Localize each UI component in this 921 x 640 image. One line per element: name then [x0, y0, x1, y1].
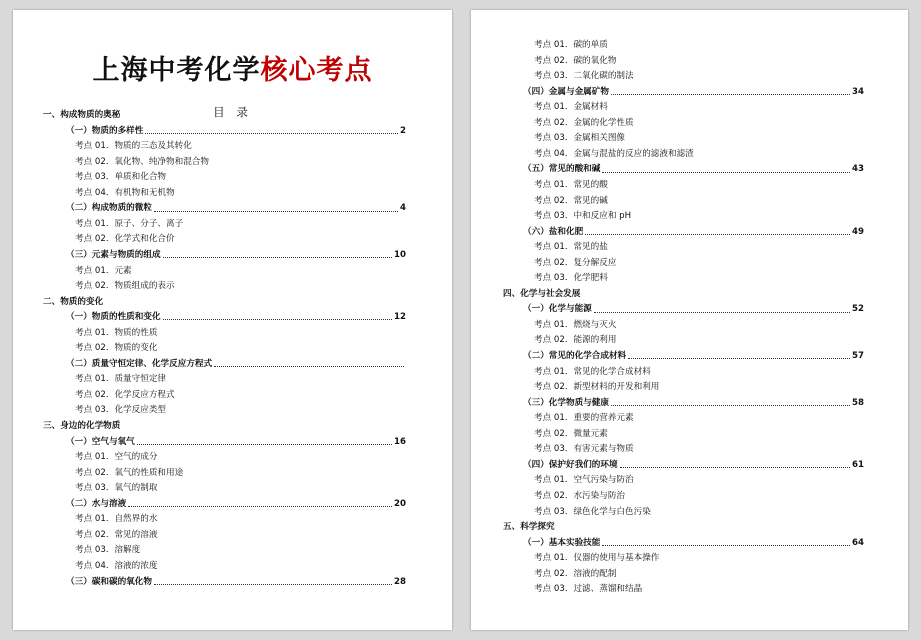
toc-page-number: 57: [852, 351, 864, 361]
toc-entry-level-3[interactable]: [75, 139, 192, 155]
toc-entry-level-3[interactable]: [534, 442, 634, 458]
toc-entry-level-2[interactable]: [523, 536, 864, 552]
toc-entry-level-3[interactable]: [534, 318, 616, 334]
toc-entry-level-2[interactable]: [66, 201, 406, 217]
toc-entry-text: 考点 03．氧气的制取: [75, 483, 158, 494]
toc-entry-text: 考点 01．原子、分子、离子: [75, 218, 184, 229]
toc-entry-text: 三、身边的化学物质: [43, 421, 121, 431]
toc-entry-level-2[interactable]: [66, 248, 406, 264]
toc-entry-level-3[interactable]: [75, 372, 166, 388]
toc-entry-level-3[interactable]: [534, 209, 631, 225]
toc-entry-text: 考点 03．有害元素与物质: [534, 444, 634, 455]
title-black-part: 上海中考化学: [92, 55, 261, 86]
document-title: [13, 48, 452, 87]
toc-entry-level-3[interactable]: [75, 155, 209, 171]
toc-entry-text: （一）物质的多样性: [66, 125, 144, 136]
toc-entry-text: 二、物质的变化: [43, 296, 104, 307]
toc-page-number: 10: [394, 249, 406, 260]
toc-entry-text: （三）元素与物质的组成: [66, 249, 161, 260]
toc-dot-leader: [611, 94, 850, 95]
toc-entry-level-3[interactable]: [534, 505, 651, 521]
toc-entry-text: 考点 04．金属与混盐的反应的滤液和滤渣: [534, 148, 694, 159]
toc-entry-text: 考点 02．物质的变化: [75, 343, 158, 354]
toc-entry-text: 考点 01．金属材料: [534, 102, 608, 113]
toc-entry-level-3[interactable]: [534, 411, 634, 427]
toc-entry-text: 考点 02．能源的利用: [534, 335, 617, 346]
toc-entry-text: （二）水与溶液: [66, 498, 127, 509]
toc-entry-level-2[interactable]: [523, 396, 864, 412]
toc-entry-level-3[interactable]: [534, 567, 616, 583]
toc-entry-level-3[interactable]: [534, 365, 651, 381]
toc-entry-level-2[interactable]: [66, 497, 406, 513]
toc-entry-level-3[interactable]: [75, 264, 132, 280]
toc-entry-text: 考点 02．氧气的性质和用途: [75, 467, 184, 478]
toc-page-number: 12: [394, 312, 406, 323]
toc-entry-text: 考点 02．氧化物、纯净物和混合物: [75, 156, 209, 167]
toc-dot-leader: [620, 467, 850, 468]
toc-dot-leader: [163, 319, 392, 320]
toc-page-number: 16: [394, 436, 406, 447]
toc-page-number: 2: [400, 125, 406, 136]
toc-entry-level-1[interactable]: [43, 295, 103, 311]
toc-dot-leader: [585, 234, 850, 235]
toc-entry-level-1[interactable]: [503, 287, 580, 303]
toc-entry-text: 考点 02．化学反应方程式: [75, 389, 175, 400]
toc-dot-leader: [214, 366, 404, 367]
toc-entry-text: （四）金属与金属矿物: [523, 86, 609, 97]
toc-entry-text: 考点 03．金属相关图像: [534, 133, 626, 144]
toc-entry-text: 考点 02．新型材料的开发和利用: [534, 382, 660, 393]
toc-entry-level-1[interactable]: [43, 419, 120, 435]
toc-entry-text: 考点 03．绿色化学与白色污染: [534, 506, 651, 517]
toc-entry-text: 考点 01．常见的酸: [534, 179, 608, 190]
toc-entry-level-3[interactable]: [534, 131, 625, 147]
toc-dot-leader: [594, 312, 850, 313]
toc-entry-text: 考点 01．常见的化学合成材料: [534, 366, 651, 377]
toc-entry-level-2[interactable]: [523, 302, 864, 318]
toc-dot-leader: [145, 133, 398, 134]
toc-entry-text: 考点 04．有机物和无机物: [75, 187, 175, 198]
toc-page-number: 52: [852, 304, 864, 315]
toc-entry-level-3[interactable]: [534, 271, 608, 287]
toc-entry-text: （五）常见的酸和碱: [523, 164, 601, 175]
toc-entry-text: 考点 01．燃烧与灭火: [534, 319, 617, 330]
toc-entry-level-2[interactable]: [66, 435, 406, 451]
toc-entry-level-3[interactable]: [75, 326, 157, 342]
toc-dot-leader: [154, 211, 398, 212]
toc-entry-text: （一）化学与能源: [523, 304, 592, 315]
title-red-part: 核心考点: [260, 55, 373, 86]
toc-entry-text: 四、化学与社会发展: [503, 288, 581, 299]
toc-entry-level-3[interactable]: [75, 528, 157, 544]
toc-entry-level-2[interactable]: [523, 85, 864, 101]
toc-entry-text: 考点 03．化学肥料: [534, 273, 608, 284]
toc-entry-text: 一、构成物质的奥秘: [43, 110, 121, 120]
toc-entry-text: 考点 01．碳的单质: [534, 40, 608, 50]
toc-page-number: 43: [852, 164, 864, 175]
toc-entry-text: 考点 02．碳的氧化物: [534, 55, 617, 66]
toc-entry-level-3[interactable]: [534, 489, 625, 505]
toc-dot-leader: [128, 506, 392, 507]
toc-entry-text: 考点 04．溶液的浓度: [75, 560, 158, 571]
toc-entry-text: （一）物质的性质和变化: [66, 312, 161, 323]
toc-dot-leader: [163, 257, 392, 258]
toc-entry-level-3[interactable]: [534, 256, 616, 272]
toc-entry-text: 考点 02．化学式和化合价: [75, 234, 175, 245]
toc-entry-level-3[interactable]: [534, 147, 694, 163]
toc-entry-text: 考点 01．重要的营养元素: [534, 413, 634, 424]
document-page-left: [13, 10, 452, 630]
toc-dot-leader: [611, 405, 850, 406]
toc-entry-text: 考点 01．常见的盐: [534, 242, 608, 253]
toc-entry-level-3[interactable]: [534, 54, 616, 70]
toc-entry-level-2[interactable]: [523, 225, 864, 241]
toc-entry-level-3[interactable]: [534, 38, 608, 54]
toc-entry-level-3[interactable]: [75, 481, 157, 497]
toc-entry-text: 考点 03．中和反应和 pH: [534, 211, 632, 222]
toc-entry-text: 考点 03．二氧化碳的制法: [534, 71, 634, 82]
toc-entry-level-3[interactable]: [534, 194, 608, 210]
toc-entry-level-3[interactable]: [534, 333, 616, 349]
toc-entry-text: 五、科学探究: [503, 522, 555, 533]
toc-entry-level-3[interactable]: [75, 466, 183, 482]
toc-page-number: 58: [852, 397, 864, 408]
toc-entry-level-2[interactable]: [66, 310, 406, 326]
toc-entry-text: 考点 02．金属的化学性质: [534, 117, 634, 128]
toc-dot-leader: [602, 172, 850, 173]
toc-dot-leader: [154, 584, 392, 585]
toc-entry-level-3[interactable]: [75, 512, 157, 528]
toc-dot-leader: [137, 444, 392, 445]
toc-page-number: 34: [852, 86, 864, 97]
toc-entry-text: 考点 02．复分解反应: [534, 257, 617, 268]
toc-entry-text: （三）化学物质与健康: [523, 397, 609, 408]
toc-entry-text: 考点 01．仪器的使用与基本操作: [534, 553, 660, 564]
toc-entry-text: 考点 01．质量守恒定律: [75, 374, 167, 385]
toc-entry-level-3[interactable]: [75, 341, 157, 357]
toc-entry-level-2[interactable]: [66, 124, 406, 140]
toc-page-number: 64: [852, 537, 864, 548]
toc-heading: 目 录: [213, 105, 252, 119]
toc-dot-leader: [602, 545, 850, 546]
toc-entry-text: （六）盐和化肥: [523, 226, 584, 237]
toc-entry-text: 考点 01．物质的性质: [75, 327, 158, 338]
toc-entry-text: 考点 03．单质和化合物: [75, 172, 167, 183]
toc-entry-level-2[interactable]: [523, 458, 864, 474]
toc-entry-text: 考点 02．物质组成的表示: [75, 281, 175, 292]
toc-entry-text: （二）常见的化学合成材料: [523, 351, 627, 361]
toc-entry-level-3[interactable]: [534, 100, 608, 116]
toc-entry-text: （二）构成物质的微粒: [66, 203, 152, 214]
toc-page-number: 61: [852, 459, 864, 470]
toc-entry-level-3[interactable]: [75, 170, 166, 186]
toc-entry-text: 考点 01．物质的三态及其转化: [75, 141, 192, 152]
toc-entry-level-2[interactable]: [66, 357, 406, 373]
toc-entry-text: （二）质量守恒定律、化学反应方程式: [66, 358, 213, 369]
toc-entry-level-3[interactable]: [75, 450, 157, 466]
toc-entry-level-3[interactable]: [534, 473, 634, 489]
toc-entry-level-2[interactable]: [523, 162, 864, 178]
toc-entry-text: （一）空气与氧气: [66, 436, 135, 447]
toc-entry-level-1[interactable]: [43, 108, 120, 124]
toc-entry-text: 考点 02．溶液的配制: [534, 568, 617, 579]
toc-page-number: 4: [400, 203, 406, 214]
toc-entry-text: 考点 01．自然界的水: [75, 514, 158, 525]
toc-entry-level-3[interactable]: [75, 217, 183, 233]
toc-entry-text: 考点 02．微量元素: [534, 428, 608, 439]
toc-entry-text: 考点 02．常见的溶液: [75, 529, 158, 540]
toc-entry-level-3[interactable]: [75, 543, 140, 559]
toc-entry-text: 考点 01．元素: [75, 265, 132, 276]
toc-entry-level-3[interactable]: [75, 186, 175, 202]
toc-entry-text: （一）基本实验技能: [523, 537, 601, 548]
toc-entry-text: 考点 03．溶解度: [75, 545, 141, 556]
toc-entry-level-3[interactable]: [534, 116, 634, 132]
toc-entry-level-3[interactable]: [75, 559, 157, 575]
toc-entry-text: 考点 01．空气污染与防治: [534, 475, 634, 486]
toc-entry-text: （三）碳和碳的氧化物: [66, 576, 152, 587]
toc-entry-text: 考点 03．化学反应类型: [75, 405, 167, 416]
toc-entry-level-3[interactable]: [534, 427, 608, 443]
toc-entry-level-3[interactable]: [534, 380, 659, 396]
toc-entry-text: （四）保护好我们的环境: [523, 459, 618, 470]
toc-entry-level-3[interactable]: [534, 178, 608, 194]
toc-entry-level-3[interactable]: [534, 69, 634, 85]
toc-entry-text: 考点 02．水污染与防治: [534, 490, 626, 501]
toc-entry-level-2[interactable]: [523, 349, 864, 365]
toc-entry-level-2[interactable]: [66, 575, 406, 591]
toc-entry-level-3[interactable]: [534, 551, 659, 567]
toc-entry-level-3[interactable]: [534, 240, 608, 256]
toc-entry-level-1[interactable]: [503, 520, 555, 536]
toc-entry-level-3[interactable]: [75, 232, 175, 248]
toc-entry-level-3[interactable]: [75, 388, 175, 404]
toc-page-number: 20: [394, 498, 406, 509]
toc-dot-leader: [628, 358, 850, 359]
toc-entry-level-3[interactable]: [75, 279, 175, 295]
toc-entry-text: 考点 02．常见的碱: [534, 195, 608, 206]
toc-entry-text: 考点 03．过滤、蒸馏和结晶: [534, 584, 643, 595]
toc-entry-level-3[interactable]: [534, 582, 642, 598]
toc-entry-text: 考点 01．空气的成分: [75, 452, 158, 463]
document-page-right: [471, 10, 908, 630]
toc-page-number: 28: [394, 576, 406, 587]
toc-page-number: 49: [852, 226, 864, 237]
toc-entry-level-3[interactable]: [75, 403, 166, 419]
